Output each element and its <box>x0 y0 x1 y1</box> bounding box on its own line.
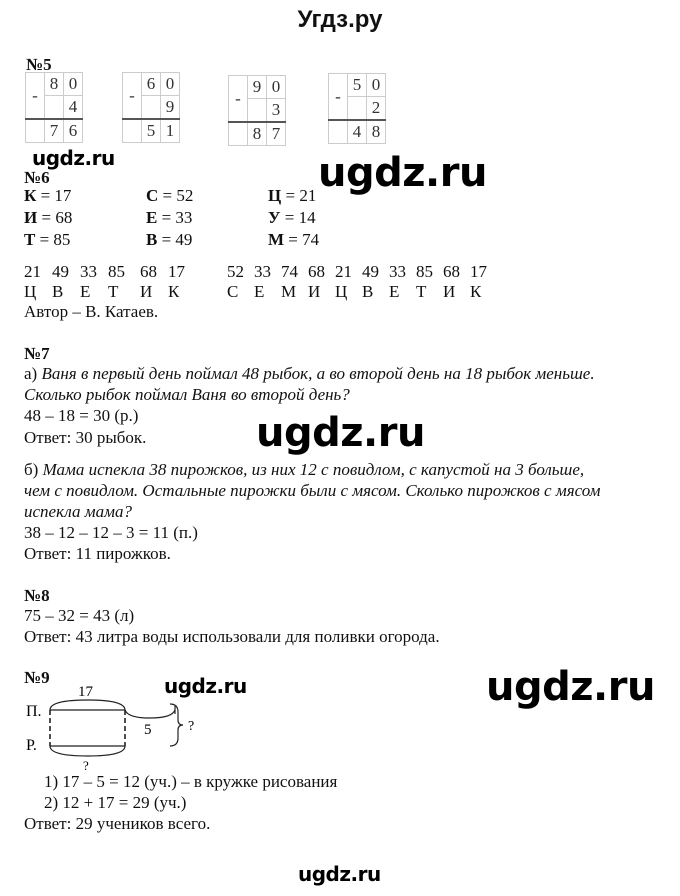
result-digit: 8 <box>367 120 386 144</box>
bottom-value: ? <box>83 758 89 770</box>
code: 33 <box>389 262 406 281</box>
letter-value-K <box>24 186 71 206</box>
letter: И <box>308 282 321 301</box>
value: = 68 <box>37 208 73 227</box>
sign: - <box>26 73 45 120</box>
code: 21 <box>24 262 41 281</box>
task7b-text-line2: чем с повидлом. Остальные пирожки были с мясом. Сколько пирожков с мясом <box>24 481 601 500</box>
code: 49 <box>52 262 69 281</box>
letter-value-E <box>146 208 192 228</box>
digit <box>142 96 161 120</box>
letter-value-T <box>24 230 70 250</box>
code: 49 <box>362 262 379 281</box>
letter: Т <box>108 282 119 301</box>
top-value: 17 <box>78 684 93 700</box>
sign: - <box>123 73 142 120</box>
result-digit: 8 <box>248 122 267 146</box>
letter: М <box>268 230 285 249</box>
problem-text: Мама испекла 38 пирожков, из них 12 с повидлом, с капустой на 3 больше, <box>42 460 585 479</box>
task5-header: №5 <box>26 55 52 74</box>
task7a-solution: 48 – 18 = 30 (р.) <box>24 406 139 425</box>
letter: Т <box>416 282 427 301</box>
diff-value: 5 <box>144 722 152 738</box>
task8-answer: Ответ: 43 литра воды использовали для поливки огорода. <box>24 627 440 646</box>
value: = 33 <box>157 208 193 227</box>
digit: 2 <box>367 97 386 121</box>
value: = 21 <box>281 186 317 205</box>
sign: - <box>229 76 248 123</box>
watermark: ugdz.ru <box>298 862 381 886</box>
task9-header: №9 <box>24 668 50 687</box>
digit: 8 <box>45 73 64 96</box>
word1-letters <box>24 282 196 302</box>
letter: И <box>443 282 456 301</box>
site-title: Угдз.ру <box>297 6 383 33</box>
label: а) <box>24 364 42 383</box>
total-value: ? <box>188 719 195 734</box>
letter: С <box>146 186 159 205</box>
digit: 9 <box>248 76 267 99</box>
letter-value-S <box>146 186 193 206</box>
digit: 0 <box>267 76 286 99</box>
task7a-answer: Ответ: 30 рыбок. <box>24 428 147 447</box>
task7b-text-line1 <box>24 460 584 480</box>
result-digit: 7 <box>267 122 286 146</box>
digit: 6 <box>142 73 161 96</box>
letter: Т <box>24 230 36 249</box>
letter: У <box>268 208 281 227</box>
code: 52 <box>227 262 244 281</box>
value: = 74 <box>284 230 320 249</box>
result-digit: 7 <box>45 119 64 143</box>
task7a-text-line1 <box>24 364 595 384</box>
letter: В <box>146 230 158 249</box>
code: 17 <box>470 262 487 281</box>
author-line: Автор – В. Катаев. <box>24 302 159 321</box>
digit: 0 <box>64 73 83 96</box>
task6-header: №6 <box>24 168 50 187</box>
letter: Ц <box>268 186 282 205</box>
letter: И <box>24 208 38 227</box>
watermark: ugdz.ru <box>256 410 425 456</box>
task7b-text-line3: испекла мама? <box>24 502 132 521</box>
digit <box>45 96 64 120</box>
digit <box>329 120 348 144</box>
code: 33 <box>254 262 271 281</box>
task7-header: №7 <box>24 344 50 363</box>
letter: Ц <box>24 282 37 301</box>
watermark: ugdz.ru <box>318 150 487 196</box>
letter: С <box>227 282 239 301</box>
task7a-text-line2: Сколько рыбок поймал Ваня во второй день? <box>24 385 350 404</box>
letter: К <box>168 282 180 301</box>
letter: В <box>52 282 64 301</box>
digit: 3 <box>267 99 286 123</box>
total-brace <box>166 700 206 750</box>
code: 33 <box>80 262 97 281</box>
result-digit: 5 <box>142 119 161 143</box>
letter: Е <box>254 282 265 301</box>
value: = 52 <box>158 186 194 205</box>
letter-value-Ts <box>268 186 316 206</box>
result-digit: 4 <box>348 120 367 144</box>
digit: 0 <box>161 73 180 96</box>
letter-value-U <box>268 208 316 228</box>
digit <box>229 122 248 146</box>
letter: К <box>24 186 37 205</box>
subtraction-problem-2 <box>122 72 180 143</box>
letter: Е <box>389 282 400 301</box>
task7b-solution: 38 – 12 – 12 – 3 = 11 (п.) <box>24 523 198 542</box>
code: 68 <box>443 262 460 281</box>
result-digit: 6 <box>64 119 83 143</box>
watermark: ugdz.ru <box>486 664 655 710</box>
code: 85 <box>416 262 433 281</box>
task8-header: №8 <box>24 586 50 605</box>
task8-solution: 75 – 32 = 43 (л) <box>24 606 135 625</box>
letter: Ц <box>335 282 348 301</box>
result-digit: 1 <box>161 119 180 143</box>
task9-answer: Ответ: 29 учеников всего. <box>24 814 211 833</box>
watermark: ugdz.ru <box>32 146 115 170</box>
letter: К <box>470 282 482 301</box>
task7b-answer: Ответ: 11 пирожков. <box>24 544 171 563</box>
letter-value-M <box>268 230 319 250</box>
letter: М <box>281 282 297 301</box>
value: = 85 <box>35 230 71 249</box>
letter-value-I <box>24 208 72 228</box>
code: 17 <box>168 262 185 281</box>
subtraction-problem-1 <box>25 72 83 143</box>
word2-codes <box>227 262 497 282</box>
subtraction-problem-3 <box>228 75 286 146</box>
digit <box>123 119 142 143</box>
letter-value-V <box>146 230 192 250</box>
code: 68 <box>308 262 325 281</box>
sign: - <box>329 74 348 121</box>
digit <box>348 97 367 121</box>
letter: Е <box>80 282 91 301</box>
digit: 5 <box>348 74 367 97</box>
digit: 4 <box>64 96 83 120</box>
task9-step1: 1) 17 – 5 = 12 (уч.) – в кружке рисования <box>44 772 338 791</box>
task9-step2: 2) 12 + 17 = 29 (уч.) <box>44 793 187 812</box>
digit: 0 <box>367 74 386 97</box>
row1-label: П. <box>26 703 42 720</box>
subtraction-problem-4 <box>328 73 386 144</box>
code: 85 <box>108 262 125 281</box>
value: = 17 <box>36 186 72 205</box>
problem-text: Ваня в первый день поймал 48 рыбок, а во второй день на 18 рыбок меньше. <box>41 364 595 383</box>
value: = 14 <box>280 208 316 227</box>
watermark: ugdz.ru <box>164 674 247 698</box>
code: 74 <box>281 262 298 281</box>
value: = 49 <box>157 230 193 249</box>
digit <box>26 119 45 143</box>
letter: Е <box>146 208 158 227</box>
row2-label: Р. <box>26 737 37 754</box>
word2-letters <box>227 282 497 302</box>
digit <box>248 99 267 123</box>
letter: В <box>362 282 374 301</box>
letter: И <box>140 282 153 301</box>
digit: 9 <box>161 96 180 120</box>
word1-codes <box>24 262 196 282</box>
code: 21 <box>335 262 352 281</box>
label: б) <box>24 460 43 479</box>
code: 68 <box>140 262 157 281</box>
